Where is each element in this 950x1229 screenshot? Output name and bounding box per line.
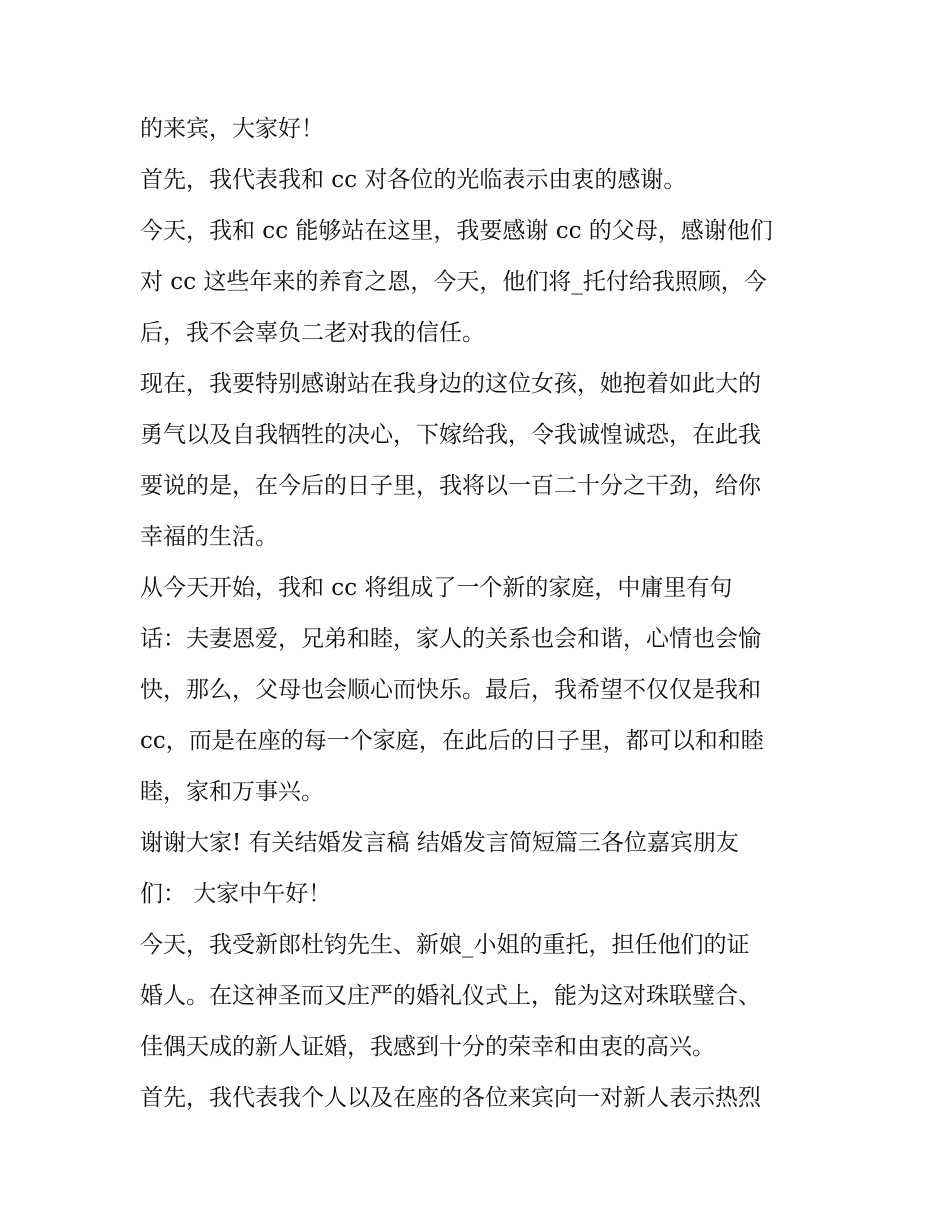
text-line: 的来宾，大家好！ <box>140 116 324 142</box>
text-line: 对 cc 这些年来的养育之恩，今天，他们将_托付给我照顾，今 <box>140 269 767 295</box>
text-line: 首先，我代表我和 cc 对各位的光临表示由衷的感谢。 <box>140 167 687 193</box>
text-line: 今天，我和 cc 能够站在这里，我要感谢 cc 的父母，感谢他们 <box>140 218 773 244</box>
text-line: 佳偶天成的新人证婚，我感到十分的荣幸和由衷的高兴。 <box>140 1034 715 1060</box>
text-line: 们： 大家中午好！ <box>140 881 332 907</box>
text-line: 今天，我受新郎杜钧先生、新娘_小姐的重托，担任他们的证 <box>140 932 750 958</box>
text-line: 现在，我要特别感谢站在我身边的这位女孩，她抱着如此大的 <box>140 371 761 397</box>
text-line: 从今天开始，我和 cc 将组成了一个新的家庭，中庸里有句 <box>140 575 733 601</box>
document-body <box>140 108 820 1128</box>
text-line: 婚人。在这神圣而又庄严的婚礼仪式上，能为这对珠联璧合、 <box>140 983 761 1009</box>
text-line: 睦，家和万事兴。 <box>140 779 324 805</box>
text-line: cc，而是在座的每一个家庭，在此后的日子里，都可以和和睦 <box>140 728 764 754</box>
text-line: 话：夫妻恩爱，兄弟和睦，家人的关系也会和谐，心情也会愉 <box>140 626 761 652</box>
text-line: 后，我不会辜负二老对我的信任。 <box>140 320 485 346</box>
text-line: 首先，我代表我个人以及在座的各位来宾向一对新人表示热烈 <box>140 1085 761 1111</box>
text-line: 谢谢大家! 有关结婚发言稿 结婚发言简短篇三各位嘉宾朋友 <box>140 830 739 856</box>
text-line: 勇气以及自我牺牲的决心，下嫁给我，令我诚惶诚恐，在此我 <box>140 422 761 448</box>
text-line: 幸福的生活。 <box>140 524 278 550</box>
text-line: 快，那么，父母也会顺心而快乐。最后，我希望不仅仅是我和 <box>140 677 761 703</box>
text-line: 要说的是，在今后的日子里，我将以一百二十分之干劲，给你 <box>140 473 761 499</box>
